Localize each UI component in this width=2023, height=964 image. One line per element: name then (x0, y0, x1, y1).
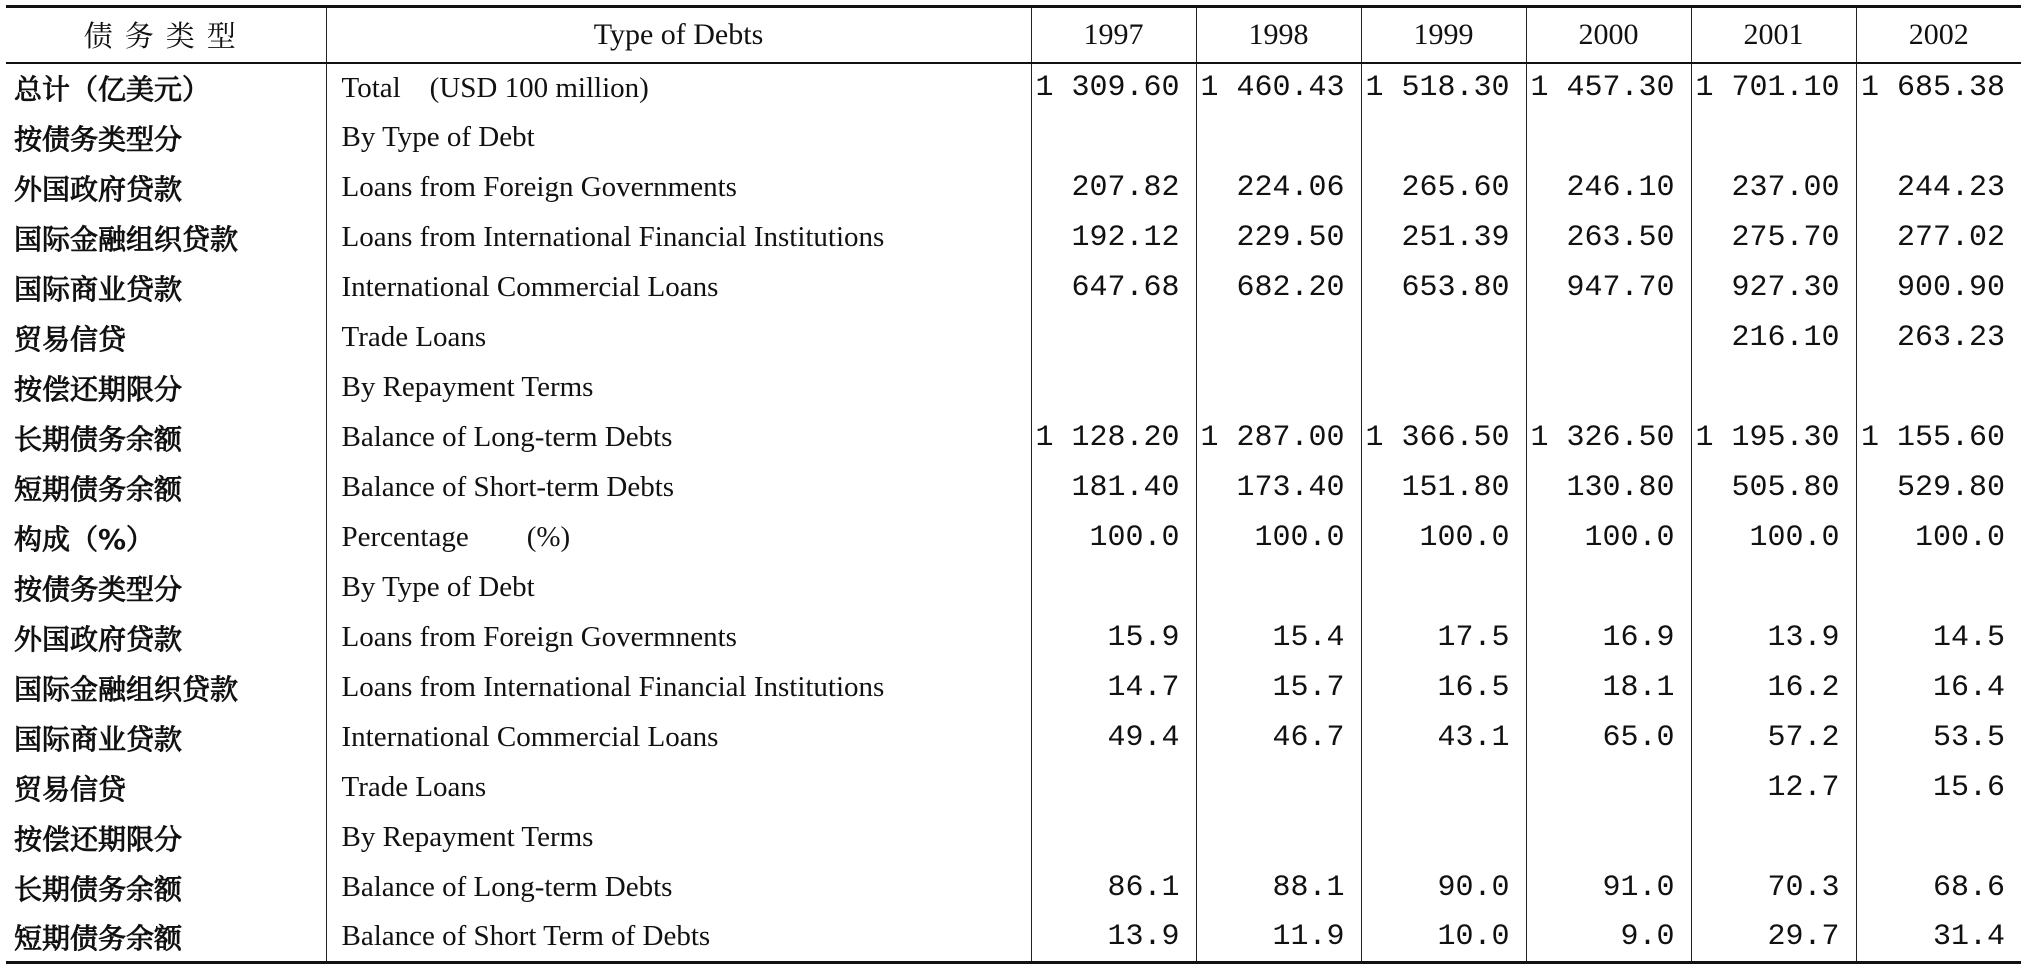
value-cell-1999 (1361, 763, 1526, 813)
value-cell-2002 (1856, 813, 2021, 863)
value-cell-2002: 68.6 (1856, 863, 2021, 913)
header-year-2002: 2002 (1856, 7, 2021, 63)
value-cell-2000: 246.10 (1526, 163, 1691, 213)
value-cell-1997: 207.82 (1031, 163, 1196, 213)
value-cell-1999: 10.0 (1361, 913, 1526, 963)
value-cell-1997: 15.9 (1031, 613, 1196, 663)
value-cell-2000: 91.0 (1526, 863, 1691, 913)
row-label-cn: 按债务类型分 (14, 572, 183, 606)
table-row (6, 163, 2021, 213)
row-label-cn: 外国政府贷款 (14, 172, 183, 206)
table-row (6, 63, 2021, 113)
value-cell-2000 (1526, 113, 1691, 163)
value-cell-2001: 57.2 (1691, 713, 1856, 763)
value-cell-2001: 1 701.10 (1691, 63, 1856, 113)
value-cell-2000 (1526, 813, 1691, 863)
value-cell-2001: 100.0 (1691, 513, 1856, 563)
value-cell-2000: 130.80 (1526, 463, 1691, 513)
row-label-cn: 外国政府贷款 (14, 622, 183, 656)
table-row (6, 913, 2021, 963)
value-cell-2001 (1691, 363, 1856, 413)
row-label-en: Total (USD 100 million) (326, 63, 1031, 113)
value-cell-1998: 224.06 (1196, 163, 1361, 213)
value-cell-2002: 31.4 (1856, 913, 2021, 963)
value-cell-2002: 15.6 (1856, 763, 2021, 813)
value-cell-1997: 86.1 (1031, 863, 1196, 913)
value-cell-2001: 505.80 (1691, 463, 1856, 513)
value-cell-1998 (1196, 563, 1361, 613)
value-cell-1997 (1031, 313, 1196, 363)
value-cell-2002 (1856, 113, 2021, 163)
table-row (6, 563, 2021, 613)
value-cell-1997 (1031, 563, 1196, 613)
row-label-en: By Type of Debt (326, 113, 1031, 163)
row-label-cn: 国际金融组织贷款 (14, 222, 239, 256)
value-cell-2000: 1 326.50 (1526, 413, 1691, 463)
table-body (6, 63, 2021, 963)
value-cell-2000: 1 457.30 (1526, 63, 1691, 113)
value-cell-2000: 65.0 (1526, 713, 1691, 763)
value-cell-1998 (1196, 113, 1361, 163)
value-cell-2001: 927.30 (1691, 263, 1856, 313)
table-row (6, 413, 2021, 463)
table-row (6, 313, 2021, 363)
header-type-cn: 债务类型 (6, 7, 326, 63)
row-label-en: Balance of Long-term Debts (326, 863, 1031, 913)
value-cell-2000 (1526, 563, 1691, 613)
value-cell-2002: 14.5 (1856, 613, 2021, 663)
value-cell-1997: 1 309.60 (1031, 63, 1196, 113)
value-cell-1997: 647.68 (1031, 263, 1196, 313)
value-cell-1998 (1196, 763, 1361, 813)
value-cell-2000 (1526, 763, 1691, 813)
value-cell-1997 (1031, 113, 1196, 163)
value-cell-2001: 1 195.30 (1691, 413, 1856, 463)
value-cell-2002: 16.4 (1856, 663, 2021, 713)
value-cell-2002: 900.90 (1856, 263, 2021, 313)
value-cell-2002: 244.23 (1856, 163, 2021, 213)
value-cell-2000: 947.70 (1526, 263, 1691, 313)
value-cell-1999: 100.0 (1361, 513, 1526, 563)
row-label-cn: 按偿还期限分 (14, 372, 183, 406)
row-label-en: Trade Loans (326, 313, 1031, 363)
value-cell-1998: 682.20 (1196, 263, 1361, 313)
value-cell-1999 (1361, 563, 1526, 613)
value-cell-2002: 53.5 (1856, 713, 2021, 763)
value-cell-1997: 1 128.20 (1031, 413, 1196, 463)
value-cell-1998: 100.0 (1196, 513, 1361, 563)
row-label-en: By Repayment Terms (326, 363, 1031, 413)
row-label-en: Loans from International Financial Institutions (326, 213, 1031, 263)
value-cell-1999: 265.60 (1361, 163, 1526, 213)
value-cell-2001: 16.2 (1691, 663, 1856, 713)
value-cell-1998: 46.7 (1196, 713, 1361, 763)
row-label-en: International Commercial Loans (326, 713, 1031, 763)
header-type-en: Type of Debts (326, 7, 1031, 63)
value-cell-1998: 15.4 (1196, 613, 1361, 663)
value-cell-1998: 11.9 (1196, 913, 1361, 963)
table-row (6, 713, 2021, 763)
value-cell-1999: 1 518.30 (1361, 63, 1526, 113)
value-cell-1999: 251.39 (1361, 213, 1526, 263)
table-row (6, 513, 2021, 563)
row-label-en: Balance of Short-term Debts (326, 463, 1031, 513)
value-cell-1998: 1 460.43 (1196, 63, 1361, 113)
value-cell-1998: 15.7 (1196, 663, 1361, 713)
value-cell-2000: 16.9 (1526, 613, 1691, 663)
value-cell-2001 (1691, 813, 1856, 863)
row-label-cn: 长期债务余额 (14, 422, 183, 456)
value-cell-1998 (1196, 313, 1361, 363)
row-label-en: Loans from Foreign Governments (326, 163, 1031, 213)
header-year-1998: 1998 (1196, 7, 1361, 63)
row-label-cn: 国际商业贷款 (14, 272, 183, 306)
value-cell-2000 (1526, 313, 1691, 363)
value-cell-2001: 12.7 (1691, 763, 1856, 813)
header-row (6, 7, 2021, 63)
value-cell-2001 (1691, 113, 1856, 163)
value-cell-1998 (1196, 363, 1361, 413)
row-label-cn: 贸易信贷 (14, 322, 127, 356)
value-cell-1997: 192.12 (1031, 213, 1196, 263)
value-cell-1997: 14.7 (1031, 663, 1196, 713)
table-row (6, 863, 2021, 913)
value-cell-1997: 181.40 (1031, 463, 1196, 513)
row-label-cn: 国际商业贷款 (14, 722, 183, 756)
value-cell-1999: 16.5 (1361, 663, 1526, 713)
value-cell-1997: 49.4 (1031, 713, 1196, 763)
row-label-cn: 按偿还期限分 (14, 822, 183, 856)
value-cell-2001: 13.9 (1691, 613, 1856, 663)
value-cell-1997 (1031, 763, 1196, 813)
value-cell-2000 (1526, 363, 1691, 413)
value-cell-2001 (1691, 563, 1856, 613)
value-cell-1999: 151.80 (1361, 463, 1526, 513)
value-cell-1997: 13.9 (1031, 913, 1196, 963)
table-row (6, 663, 2021, 713)
value-cell-1999 (1361, 113, 1526, 163)
table-row (6, 813, 2021, 863)
row-label-en: Percentage (%) (326, 513, 1031, 563)
table-row (6, 763, 2021, 813)
header-year-1997: 1997 (1031, 7, 1196, 63)
value-cell-1999 (1361, 813, 1526, 863)
table-header (6, 7, 2021, 63)
value-cell-1999: 653.80 (1361, 263, 1526, 313)
row-label-en: Loans from Foreign Govermnents (326, 613, 1031, 663)
value-cell-2000: 18.1 (1526, 663, 1691, 713)
table-row (6, 113, 2021, 163)
value-cell-1997: 100.0 (1031, 513, 1196, 563)
header-year-1999: 1999 (1361, 7, 1526, 63)
row-label-en: Balance of Short Term of Debts (326, 913, 1031, 963)
value-cell-2002 (1856, 563, 2021, 613)
value-cell-1998: 88.1 (1196, 863, 1361, 913)
value-cell-2000: 9.0 (1526, 913, 1691, 963)
value-cell-2001: 237.00 (1691, 163, 1856, 213)
row-label-en: Balance of Long-term Debts (326, 413, 1031, 463)
value-cell-1999: 90.0 (1361, 863, 1526, 913)
value-cell-1997 (1031, 813, 1196, 863)
value-cell-1998: 1 287.00 (1196, 413, 1361, 463)
row-label-cn: 贸易信贷 (14, 772, 127, 806)
row-label-en: By Repayment Terms (326, 813, 1031, 863)
row-label-cn: 按债务类型分 (14, 122, 183, 156)
value-cell-2002: 100.0 (1856, 513, 2021, 563)
table-row (6, 213, 2021, 263)
header-year-2000: 2000 (1526, 7, 1691, 63)
row-label-cn: 短期债务余额 (6, 913, 326, 963)
row-label-en: Loans from International Financial Institutions (326, 663, 1031, 713)
value-cell-2000: 263.50 (1526, 213, 1691, 263)
value-cell-1999 (1361, 313, 1526, 363)
value-cell-2002 (1856, 363, 2021, 413)
row-label-en: International Commercial Loans (326, 263, 1031, 313)
row-label-en: By Type of Debt (326, 563, 1031, 613)
value-cell-1999: 43.1 (1361, 713, 1526, 763)
value-cell-2002: 1 155.60 (1856, 413, 2021, 463)
row-label-en: Trade Loans (326, 763, 1031, 813)
value-cell-2002: 277.02 (1856, 213, 2021, 263)
value-cell-2002: 1 685.38 (1856, 63, 2021, 113)
table-row (6, 263, 2021, 313)
value-cell-1998: 229.50 (1196, 213, 1361, 263)
row-label-cn: 长期债务余额 (14, 872, 183, 906)
table-row (6, 613, 2021, 663)
row-label-cn: 短期债务余额 (14, 472, 183, 506)
debt-table (6, 5, 2021, 964)
value-cell-2001: 70.3 (1691, 863, 1856, 913)
value-cell-2002: 263.23 (1856, 313, 2021, 363)
value-cell-2002: 529.80 (1856, 463, 2021, 513)
value-cell-1998 (1196, 813, 1361, 863)
header-year-2001: 2001 (1691, 7, 1856, 63)
value-cell-2000: 100.0 (1526, 513, 1691, 563)
value-cell-2001: 216.10 (1691, 313, 1856, 363)
value-cell-1998: 173.40 (1196, 463, 1361, 513)
table-row (6, 363, 2021, 413)
value-cell-1999: 1 366.50 (1361, 413, 1526, 463)
value-cell-1999: 17.5 (1361, 613, 1526, 663)
value-cell-1999 (1361, 363, 1526, 413)
value-cell-1997 (1031, 363, 1196, 413)
value-cell-2001: 275.70 (1691, 213, 1856, 263)
row-label-cn: 总计（亿美元） (14, 73, 211, 106)
value-cell-2001: 29.7 (1691, 913, 1856, 963)
row-label-cn: 国际金融组织贷款 (14, 672, 239, 706)
table-row (6, 463, 2021, 513)
row-label-cn: 构成（%） (14, 522, 155, 556)
